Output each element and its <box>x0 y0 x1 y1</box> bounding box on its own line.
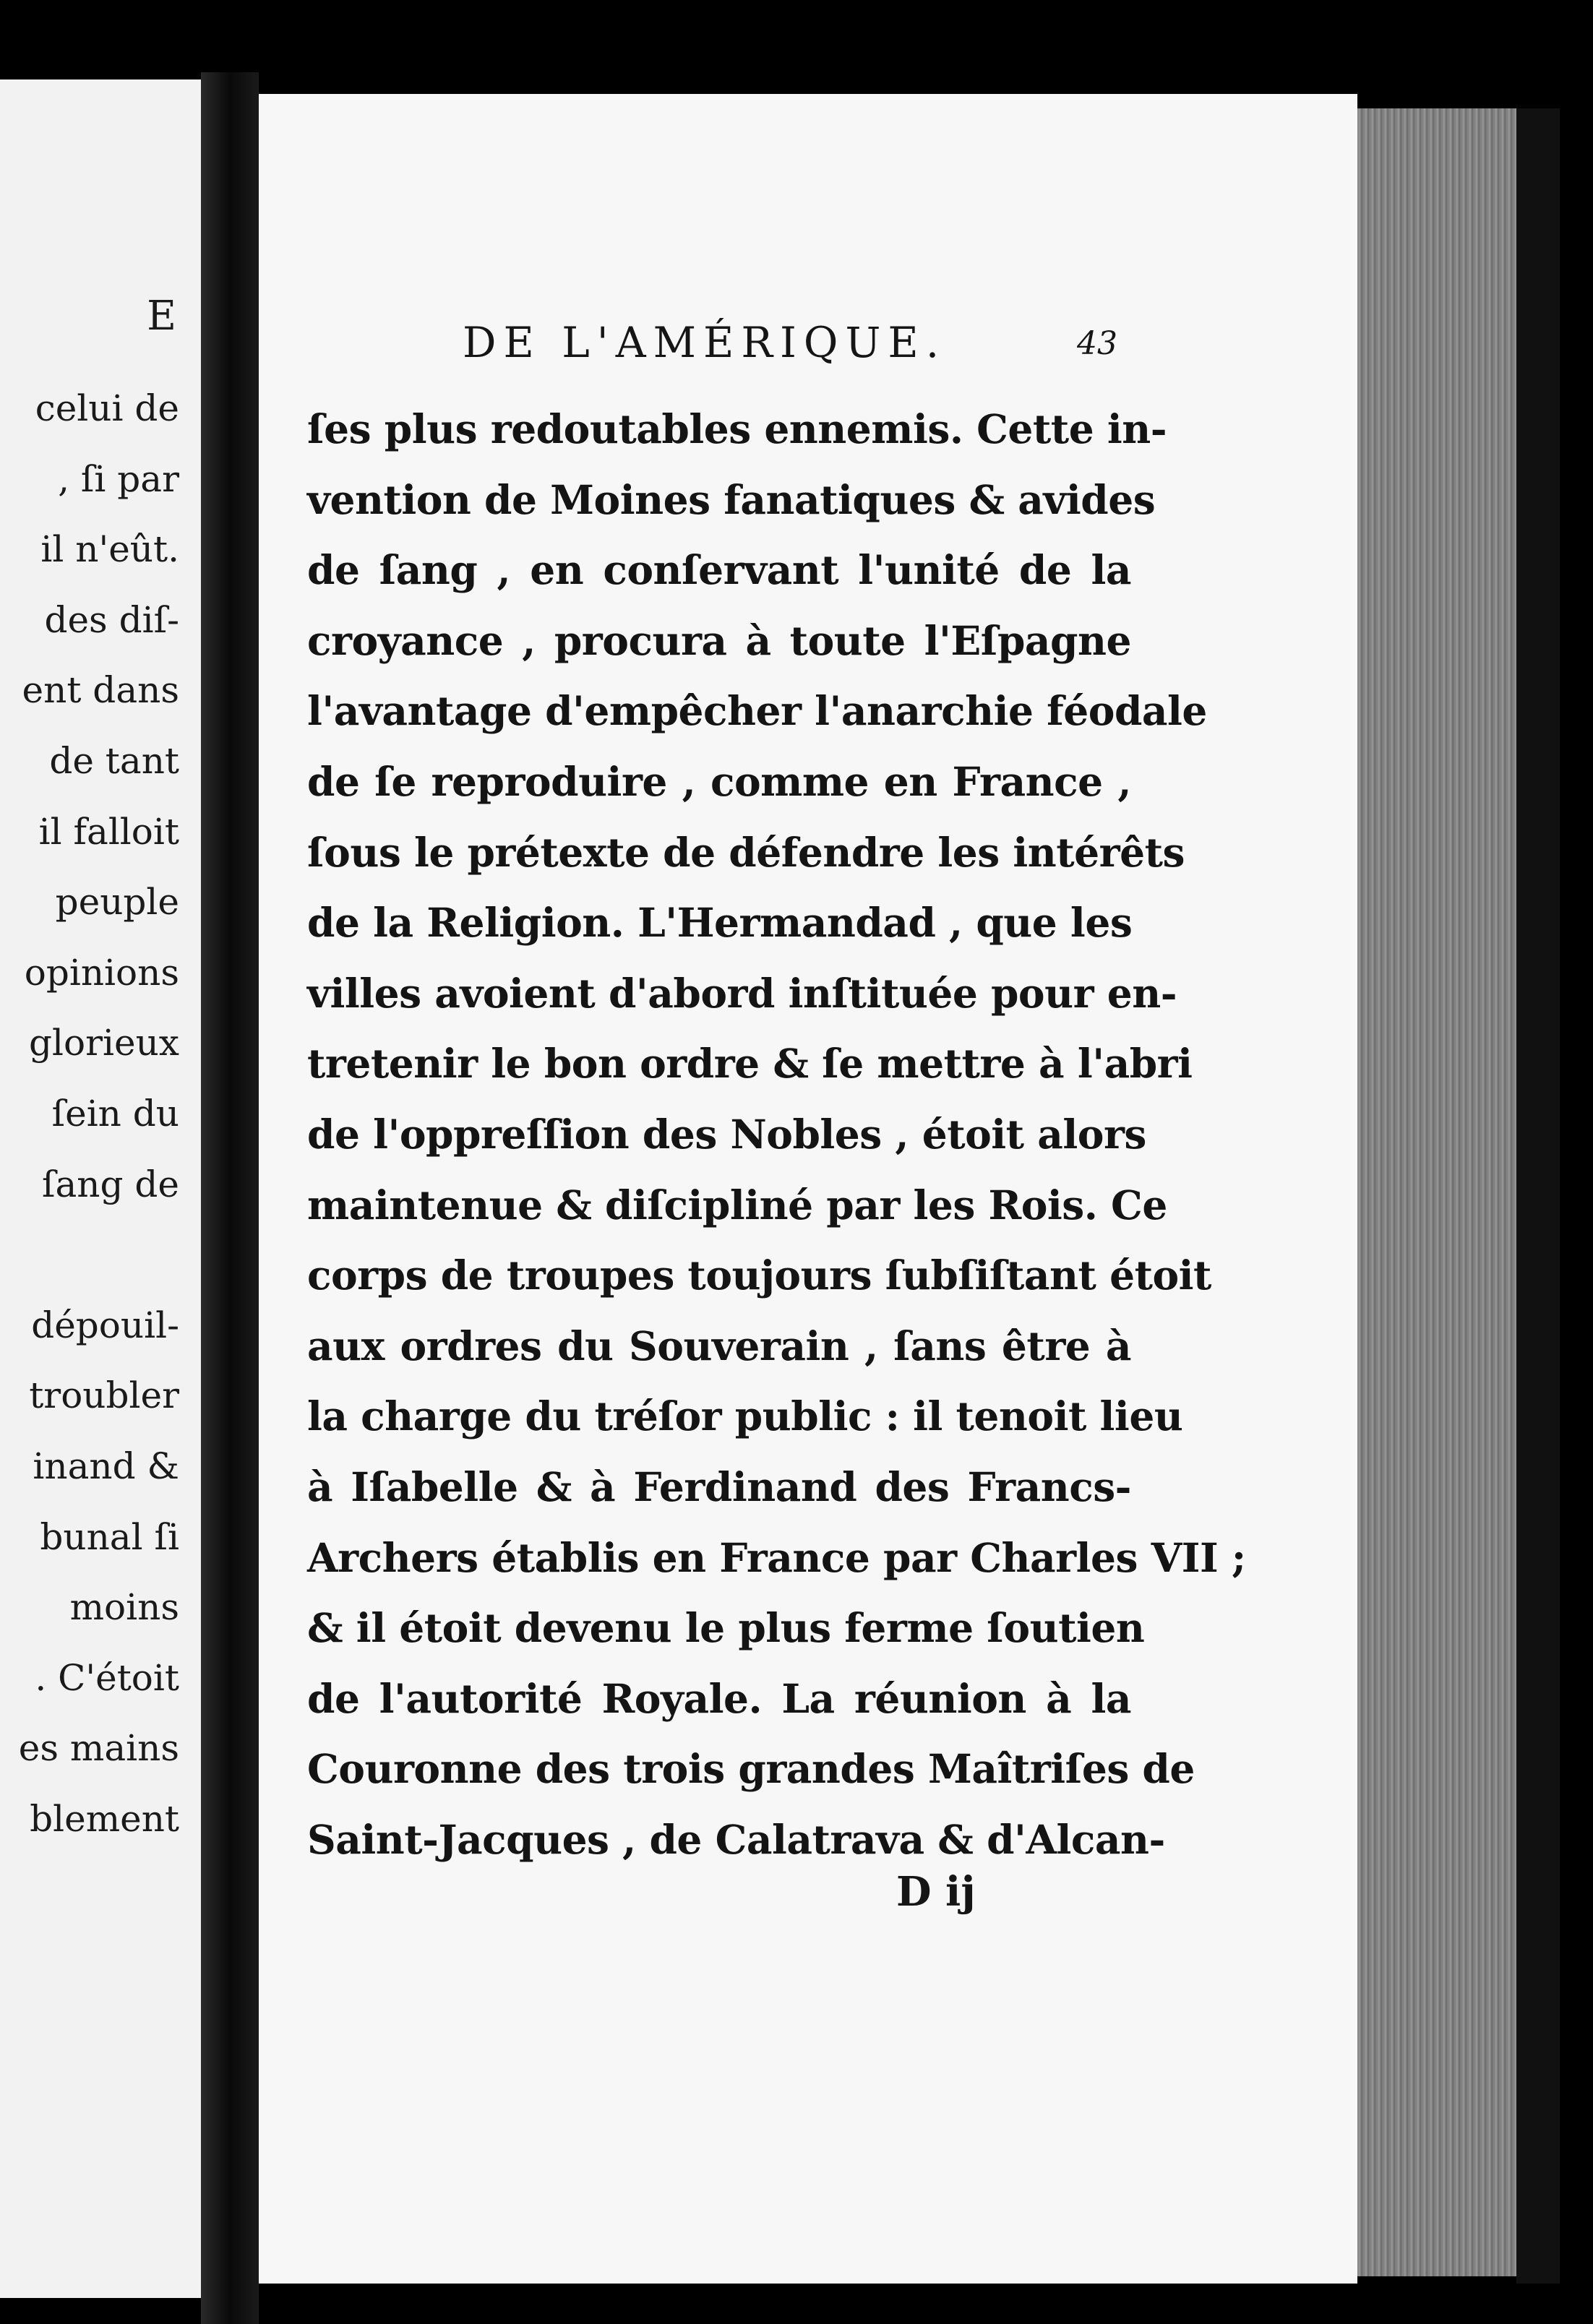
text-line: de l'oppreſſion des Nobles , étoit alors <box>307 1110 1146 1158</box>
text-line: de ſang , en conſervant l'unité de la <box>307 546 1131 594</box>
text-line: de la Religion. L'Hermandad , que les <box>307 899 1133 947</box>
facing-page-line: moins <box>69 1586 179 1629</box>
text-line: ſes plus redoutables ennemis. Cette in- <box>307 405 1167 452</box>
facing-page-line: troubler <box>29 1374 179 1417</box>
text-line: vention de Moines fanatiques & avides <box>307 475 1156 523</box>
text-line: & il étoit devenu le plus ferme ſoutien <box>307 1604 1145 1652</box>
text-line: maintenue & diſcipliné par les Rois. Ce <box>307 1181 1167 1228</box>
text-line: villes avoient d'abord inſtituée pour en- <box>307 969 1177 1017</box>
facing-page-header: E <box>147 293 179 340</box>
text-line: corps de troupes toujours ſubſiſtant étoit <box>307 1252 1211 1299</box>
text-line: Archers établis en France par Charles VII ; <box>307 1533 1246 1581</box>
text-line: à Iſabelle & à Ferdinand des Francs- <box>307 1463 1131 1510</box>
facing-page-line: opinions <box>24 951 179 994</box>
text-line: l'avantage d'empêcher l'anarchie féodale <box>307 687 1207 735</box>
running-head: DE L'AMÉRIQUE. <box>463 318 947 367</box>
facing-page-line: ſein du <box>51 1093 179 1135</box>
facing-page-line: peuple <box>55 881 179 924</box>
text-line: la charge du tréſor public : il tenoit lieu <box>307 1393 1183 1440</box>
facing-page-line: blement <box>30 1798 179 1840</box>
facing-page-line: glorieux <box>29 1022 179 1064</box>
text-line: croyance , procura à toute l'Eſpagne <box>307 616 1131 664</box>
facing-page-line: dépouil- <box>31 1304 179 1346</box>
body-text <box>307 394 1246 1875</box>
facing-page-line: des diſ- <box>44 598 179 641</box>
facing-page-line: inand & <box>33 1445 179 1487</box>
facing-page-line: ſang de <box>41 1163 179 1205</box>
page-edges <box>1357 108 1516 2276</box>
facing-page-line: de tant <box>49 740 179 782</box>
facing-page-line: il n'eût. <box>40 528 179 571</box>
text-line: Couronne des trois grandes Maîtriſes de <box>307 1745 1195 1793</box>
book-gutter <box>201 72 259 2324</box>
text-line: aux ordres du Souverain , ſans être à <box>307 1322 1131 1369</box>
text-line: de ſe reproduire , comme en France , <box>307 757 1131 805</box>
signature-mark: D ij <box>896 1868 976 1916</box>
book-cover-edge <box>1516 108 1560 2284</box>
facing-page-line: ent dans <box>22 669 179 712</box>
page-number: 43 <box>1077 325 1117 362</box>
facing-page <box>0 79 201 2298</box>
text-line: ſous le prétexte de défendre les intérêts <box>307 828 1185 876</box>
facing-page-line: , ſi par <box>58 457 179 500</box>
facing-page-line: il falloit <box>38 810 179 853</box>
text-line: de l'autorité Royale. La réunion à la <box>307 1674 1131 1722</box>
facing-page-line: bunal ſi <box>40 1515 179 1558</box>
facing-page-line: . C'étoit <box>35 1656 179 1699</box>
text-line: Saint-Jacques , de Calatrava & d'Alcan- <box>307 1815 1165 1863</box>
text-line: tretenir le bon ordre & ſe mettre à l'abri <box>307 1040 1193 1088</box>
facing-page-line: celui de <box>35 387 179 429</box>
facing-page-line: es mains <box>18 1727 179 1770</box>
